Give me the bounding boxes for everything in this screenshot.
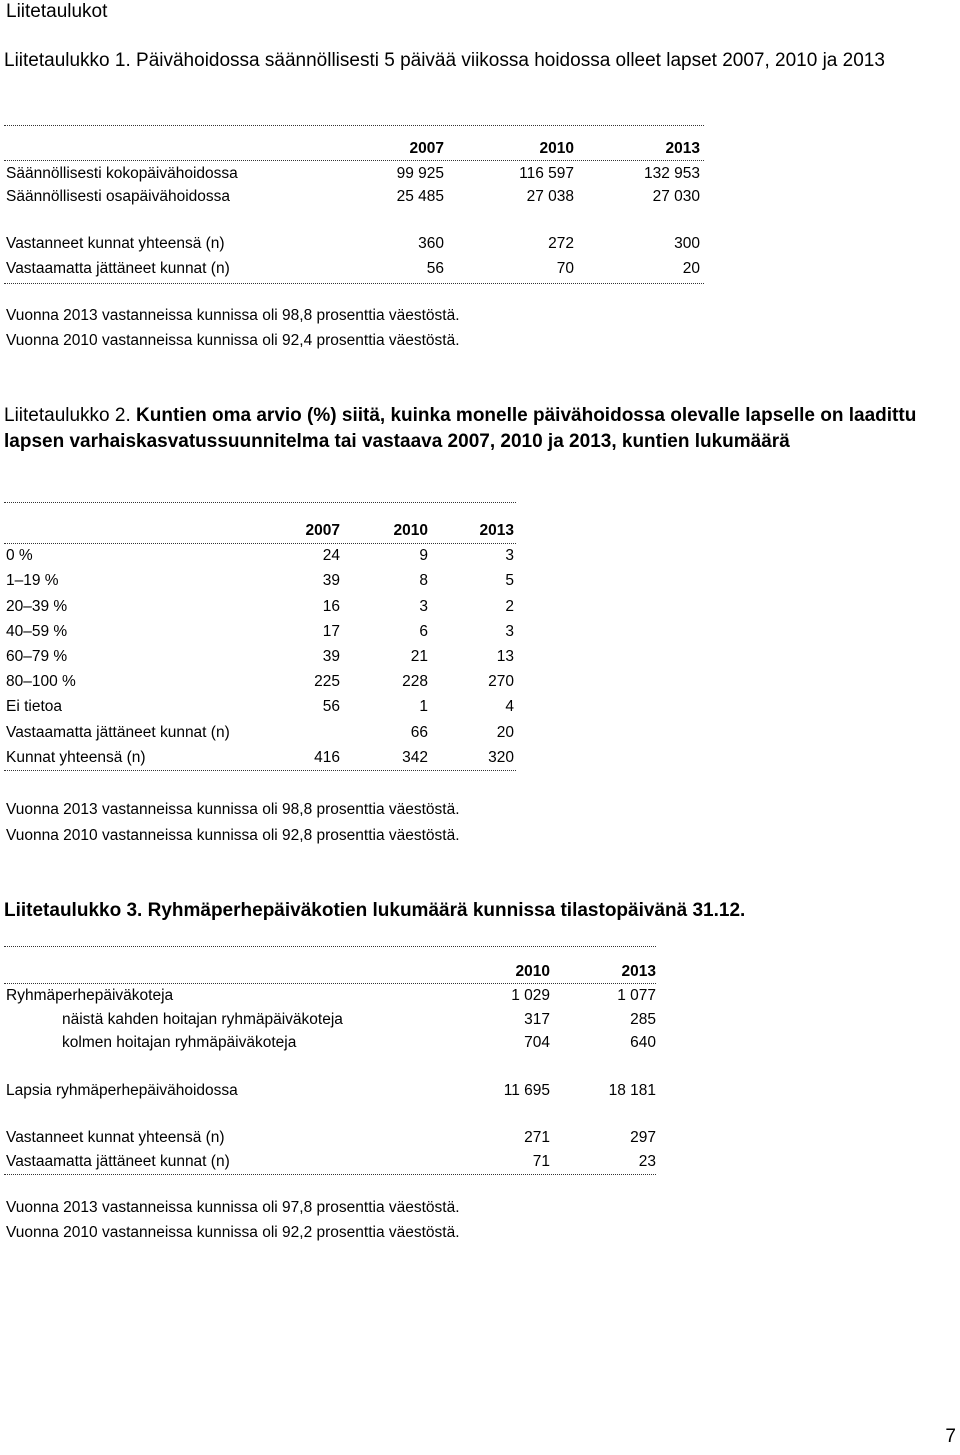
table-row [6,1080,656,1102]
table1-caption: Liitetaulukko 1. Päivähoidossa säännöllisesti 5 päivää viikossa hoidossa olleet lapset 2007, 2010 ja 2013 [4,50,885,71]
page-number: 7 [945,1426,956,1447]
table1-bottom-rule [4,283,704,284]
table2-top-rule [4,502,516,503]
table-row [6,570,516,592]
page-heading: Liitetaulukot [6,1,108,22]
table2-caption-label: Liitetaulukko 2. [4,405,131,426]
row-label: Säännöllisesti kokopäivähoidossa [6,165,238,182]
cell-value: 132 953 [643,165,700,182]
table1-header-row [6,138,706,160]
cell-value: 56 [322,698,340,715]
cell-value: 271 [524,1129,550,1146]
table2-header-row [6,520,516,542]
table-row [6,596,516,618]
table-row [6,671,516,693]
cell-value: 317 [524,1011,550,1028]
table-row [6,163,706,185]
cell-value: 640 [630,1034,656,1051]
table2-header-2013: 2013 [479,522,514,539]
table3-bottom-rule [4,1174,656,1175]
table-row [6,722,516,744]
table1-header-2013: 2013 [665,140,700,157]
table1-header-2007: 2007 [409,140,444,157]
row-label: Ryhmäperhepäiväkoteja [6,987,174,1004]
cell-value: 342 [402,749,428,766]
cell-value: 272 [548,235,574,252]
cell-value: 6 [419,623,428,640]
cell-value: 11 695 [503,1082,550,1099]
cell-value: 228 [402,673,428,690]
table1-note: Vuonna 2013 vastanneissa kunnissa oli 98,8 prosenttia väestöstä. [6,307,460,324]
cell-value: 13 [496,648,514,665]
cell-value: 300 [674,235,700,252]
table3-caption-text: Ryhmäperhepäiväkotien lukumäärä kunnissa tilastopäivänä 31.12. [147,900,746,921]
cell-value: 704 [524,1034,550,1051]
table1-header-rule [4,160,704,161]
table-row [6,258,706,280]
cell-value: 71 [532,1153,550,1170]
row-label: 0 % [6,547,33,564]
table-row [6,545,516,567]
table3-top-rule [4,946,656,947]
row-label: 60–79 % [6,648,68,665]
cell-value: 4 [505,698,514,715]
row-label: Lapsia ryhmäperhepäivähoidossa [6,1082,238,1099]
table3-header-rule [4,983,656,984]
table-row [6,621,516,643]
table2-bottom-rule [4,770,516,771]
cell-value: 3 [505,623,514,640]
table-row [6,233,706,255]
table-row [6,186,706,208]
cell-value: 3 [419,598,428,615]
cell-value: 285 [630,1011,656,1028]
table3-note: Vuonna 2013 vastanneissa kunnissa oli 97,8 prosenttia väestöstä. [6,1199,460,1216]
cell-value: 1 077 [617,987,656,1004]
table2-note: Vuonna 2010 vastanneissa kunnissa oli 92,8 prosenttia väestöstä. [6,827,460,844]
cell-value: 320 [488,749,514,766]
cell-value: 27 030 [652,188,700,205]
cell-value: 17 [322,623,340,640]
cell-value: 3 [505,547,514,564]
table-row [6,1127,656,1149]
row-label: 20–39 % [6,598,68,615]
table3-note: Vuonna 2010 vastanneissa kunnissa oli 92,2 prosenttia väestöstä. [6,1224,460,1241]
table-row [6,696,516,718]
row-label: Vastaamatta jättäneet kunnat (n) [6,724,230,741]
row-label: Säännöllisesti osapäivähoidossa [6,188,231,205]
table3-header-2013: 2013 [621,963,656,980]
cell-value: 27 038 [526,188,574,205]
cell-value: 116 597 [519,165,574,182]
table2-header-2007: 2007 [305,522,340,539]
cell-value: 5 [505,572,514,589]
cell-value: 8 [419,572,428,589]
cell-value: 20 [496,724,514,741]
table2-header-2010: 2010 [393,522,428,539]
table-row [6,985,656,1007]
row-label: kolmen hoitajan ryhmäpäiväkoteja [62,1034,297,1051]
row-label: Vastaamatta jättäneet kunnat (n) [6,260,230,277]
table2-caption-text: Kuntien oma arvio (%) siitä, kuinka monelle päivähoidossa olevalle lapselle on laadittu lapsen varhaiskasvatussuunnitelma tai vastaava 2007, 2010 ja 2013, kuntien lukumäärä [4,405,917,452]
table-row [6,1032,656,1054]
row-label: Vastaamatta jättäneet kunnat (n) [6,1153,230,1170]
table1-top-rule [4,125,704,126]
table-row [6,1151,656,1173]
cell-value: 416 [314,749,340,766]
cell-value: 20 [682,260,700,277]
table2-header-rule [4,543,516,544]
row-label: Ei tietoa [6,698,63,715]
cell-value: 1 [419,698,428,715]
row-label: Vastanneet kunnat yhteensä (n) [6,1129,225,1146]
table-row [6,646,516,668]
table1-note: Vuonna 2010 vastanneissa kunnissa oli 92,4 prosenttia väestöstä. [6,332,460,349]
cell-value: 66 [410,724,428,741]
cell-value: 1 029 [511,987,550,1004]
row-label: näistä kahden hoitajan ryhmäpäiväkoteja [62,1011,343,1028]
cell-value: 18 181 [608,1082,656,1099]
cell-value: 39 [322,648,340,665]
row-label: 80–100 % [6,673,76,690]
cell-value: 25 485 [396,188,444,205]
cell-value: 9 [419,547,428,564]
table2-note: Vuonna 2013 vastanneissa kunnissa oli 98,8 prosenttia väestöstä. [6,801,460,818]
table3-caption-label: Liitetaulukko 3. [4,900,143,921]
row-label: 40–59 % [6,623,68,640]
table3-caption [4,898,954,924]
cell-value: 21 [410,648,428,665]
cell-value: 70 [556,260,574,277]
cell-value: 297 [630,1129,656,1146]
cell-value: 270 [488,673,514,690]
cell-value: 39 [322,572,340,589]
table-row [6,1009,656,1031]
row-label: Kunnat yhteensä (n) [6,749,146,766]
cell-value: 99 925 [396,165,444,182]
row-label: Vastanneet kunnat yhteensä (n) [6,235,225,252]
row-label: 1–19 % [6,572,59,589]
table-row [6,747,516,769]
table3-header-row [6,961,656,983]
table2-caption [4,403,954,455]
cell-value: 16 [322,598,340,615]
table3-header-2010: 2010 [515,963,550,980]
cell-value: 360 [418,235,444,252]
cell-value: 2 [505,598,514,615]
cell-value: 24 [322,547,340,564]
table1-header-2010: 2010 [539,140,574,157]
cell-value: 23 [638,1153,656,1170]
cell-value: 56 [426,260,444,277]
cell-value: 225 [314,673,340,690]
